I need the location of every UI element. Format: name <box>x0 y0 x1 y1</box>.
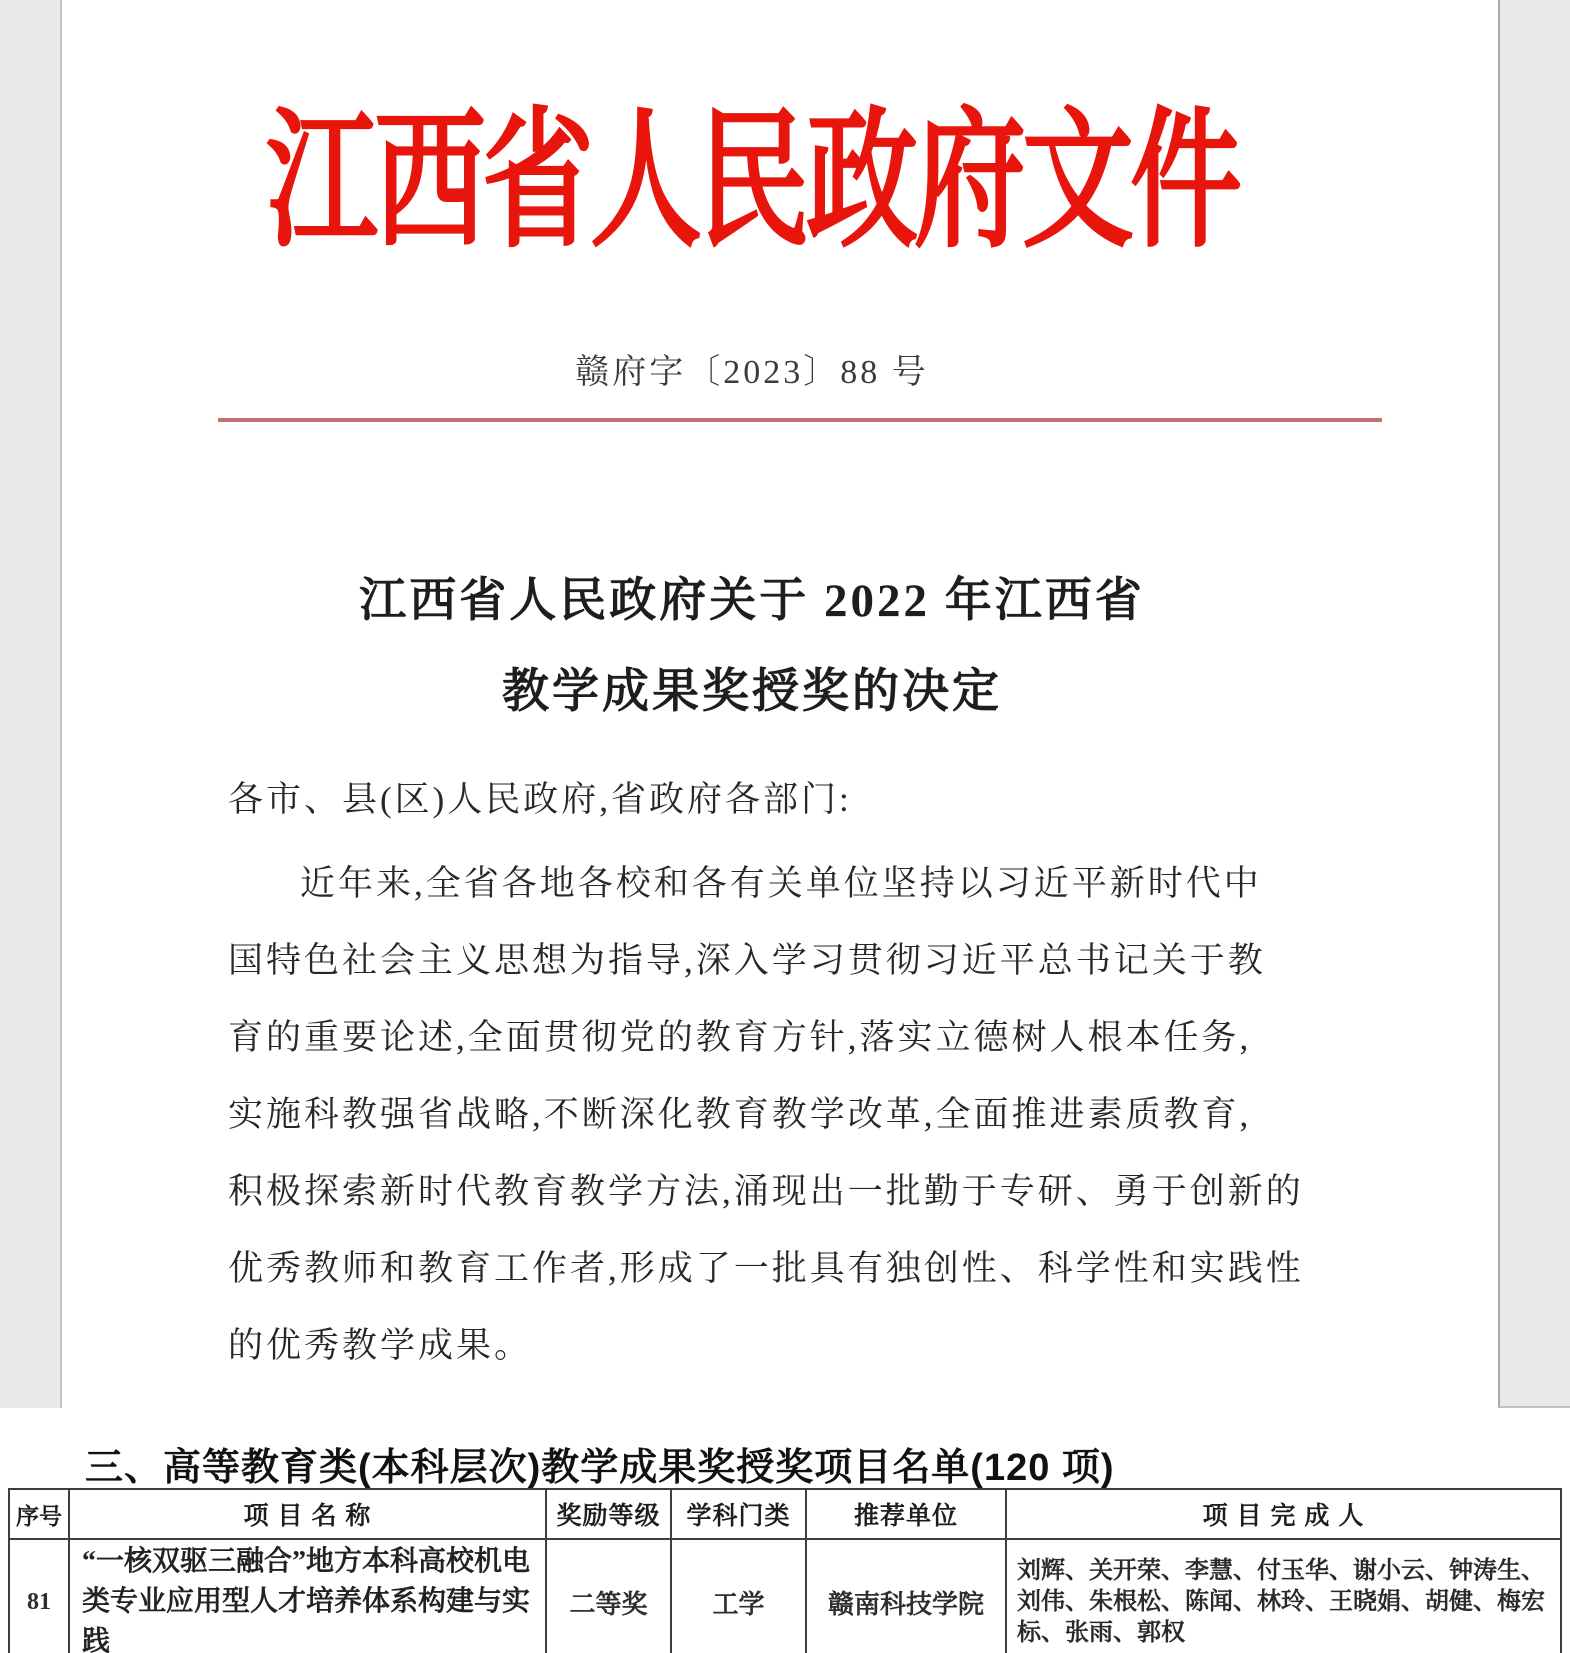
body-line: 国特色社会主义思想为指导,深入学习贯彻习近平总书记关于教 <box>228 941 1266 980</box>
body-line: 优秀教师和教育工作者,形成了一批具有独创性、科学性和实践性 <box>228 1249 1304 1288</box>
decision-title-line-2: 教学成果奖授奖的决定 <box>502 666 1002 718</box>
header-serial: 序号 <box>9 1489 69 1539</box>
cell-project-completers: 刘辉、关开荣、李慧、付玉华、谢小云、钟涛生、刘伟、朱根松、陈闻、林玲、王晓娟、胡健、梅宏标、张雨、郭权 <box>1006 1539 1561 1653</box>
decision-title <box>62 556 1442 738</box>
header-project-name: 项 目 名 称 <box>69 1489 546 1539</box>
cell-award-grade: 二等奖 <box>546 1539 671 1653</box>
body-line: 的优秀教学成果。 <box>228 1326 533 1365</box>
red-divider <box>218 418 1382 422</box>
awards-table <box>8 1488 1562 1653</box>
header-project-completers: 项 目 完 成 人 <box>1006 1489 1561 1539</box>
cell-recommending-unit: 赣南科技学院 <box>806 1539 1006 1653</box>
body-line: 近年来,全省各地各校和各有关单位坚持以习近平新时代中 <box>300 864 1262 903</box>
cell-discipline: 工学 <box>671 1539 806 1653</box>
table-header-row <box>9 1489 1561 1539</box>
salutation: 各市、县(区)人民政府,省政府各部门: <box>228 780 852 819</box>
letterhead-title: 江西省人民政府文件 <box>266 99 1238 267</box>
body-paragraph <box>228 845 1304 1384</box>
header-discipline: 学科门类 <box>671 1489 806 1539</box>
cell-serial: 81 <box>9 1539 69 1653</box>
doc-number: 赣府字〔2023〕88 号 <box>575 354 929 391</box>
page-margin-left <box>0 0 62 1408</box>
awards-section-heading: 三、高等教育类(本科层次)教学成果奖授奖项目名单(120 项) <box>85 1447 1115 1489</box>
page-margin-right <box>1498 0 1570 1408</box>
body-line: 育的重要论述,全面贯彻党的教育方针,落实立德树人根本任务, <box>228 1018 1252 1057</box>
header-recommending-unit: 推荐单位 <box>806 1489 1006 1539</box>
body-line: 实施科教强省战略,不断深化教育教学改革,全面推进素质教育, <box>228 1095 1252 1134</box>
cell-project-name: “一核双驱三融合”地方本科高校机电类专业应用型人才培养体系构建与实践 <box>69 1539 546 1653</box>
table-row <box>9 1539 1561 1653</box>
header-award-grade: 奖励等级 <box>546 1489 671 1539</box>
body-line: 积极探索新时代教育教学方法,涌现出一批勤于专研、勇于创新的 <box>228 1172 1304 1211</box>
decision-title-line-1: 江西省人民政府关于 2022 年江西省 <box>359 575 1145 627</box>
